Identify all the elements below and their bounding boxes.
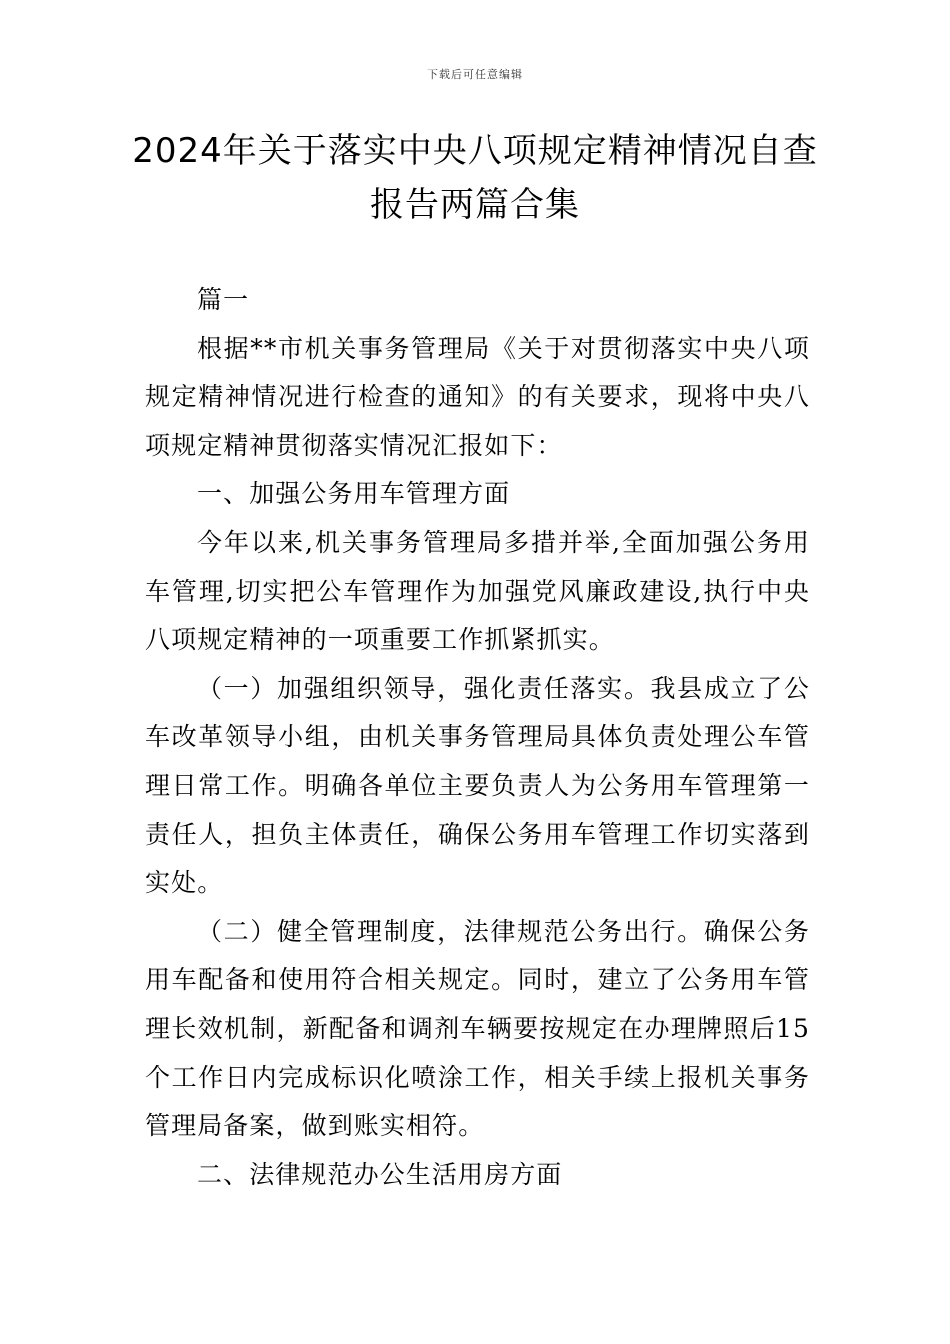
document-body xyxy=(145,276,810,1199)
section-heading: 二、法律规范办公生活用房方面 xyxy=(197,1159,563,1189)
section-heading: 一、加强公务用车管理方面 xyxy=(197,479,511,509)
document-title: 2024年关于落实中央八项规定精神情况自查报告两篇合集 xyxy=(132,131,818,225)
section-label: 篇一 xyxy=(197,285,250,314)
paragraph: （一）加强组织领导，强化责任落实。我县成立了公车改革领导小组，由机关事务管理局具体负责处理公车管理日常工作。明确各单位主要负责人为公务用车管理第一责任人，担负主体责任，确保公务用车管理工作切实落到实处。 xyxy=(145,673,810,898)
paragraph: （二）健全管理制度，法律规范公务出行。确保公务用车配备和使用符合相关规定。同时，建立了公务用车管理长效机制，新配备和调剂车辆要按规定在办理牌照后15个工作日内完成标识化喷涂工作，相关手续上报机关事务管理局备案，做到账实相符。 xyxy=(145,916,810,1141)
header-note: 下载后可任意编辑 xyxy=(427,68,523,81)
paragraph: 根据**市机关事务管理局《关于对贯彻落实中央八项规定精神情况进行检查的通知》的有关要求，现将中央八项规定精神贯彻落实情况汇报如下： xyxy=(145,333,810,460)
paragraph: 今年以来,机关事务管理局多措并举,全面加强公务用车管理,切实把公车管理作为加强党风廉政建设,执行中央八项规定精神的一项重要工作抓紧抓实。 xyxy=(145,527,810,655)
